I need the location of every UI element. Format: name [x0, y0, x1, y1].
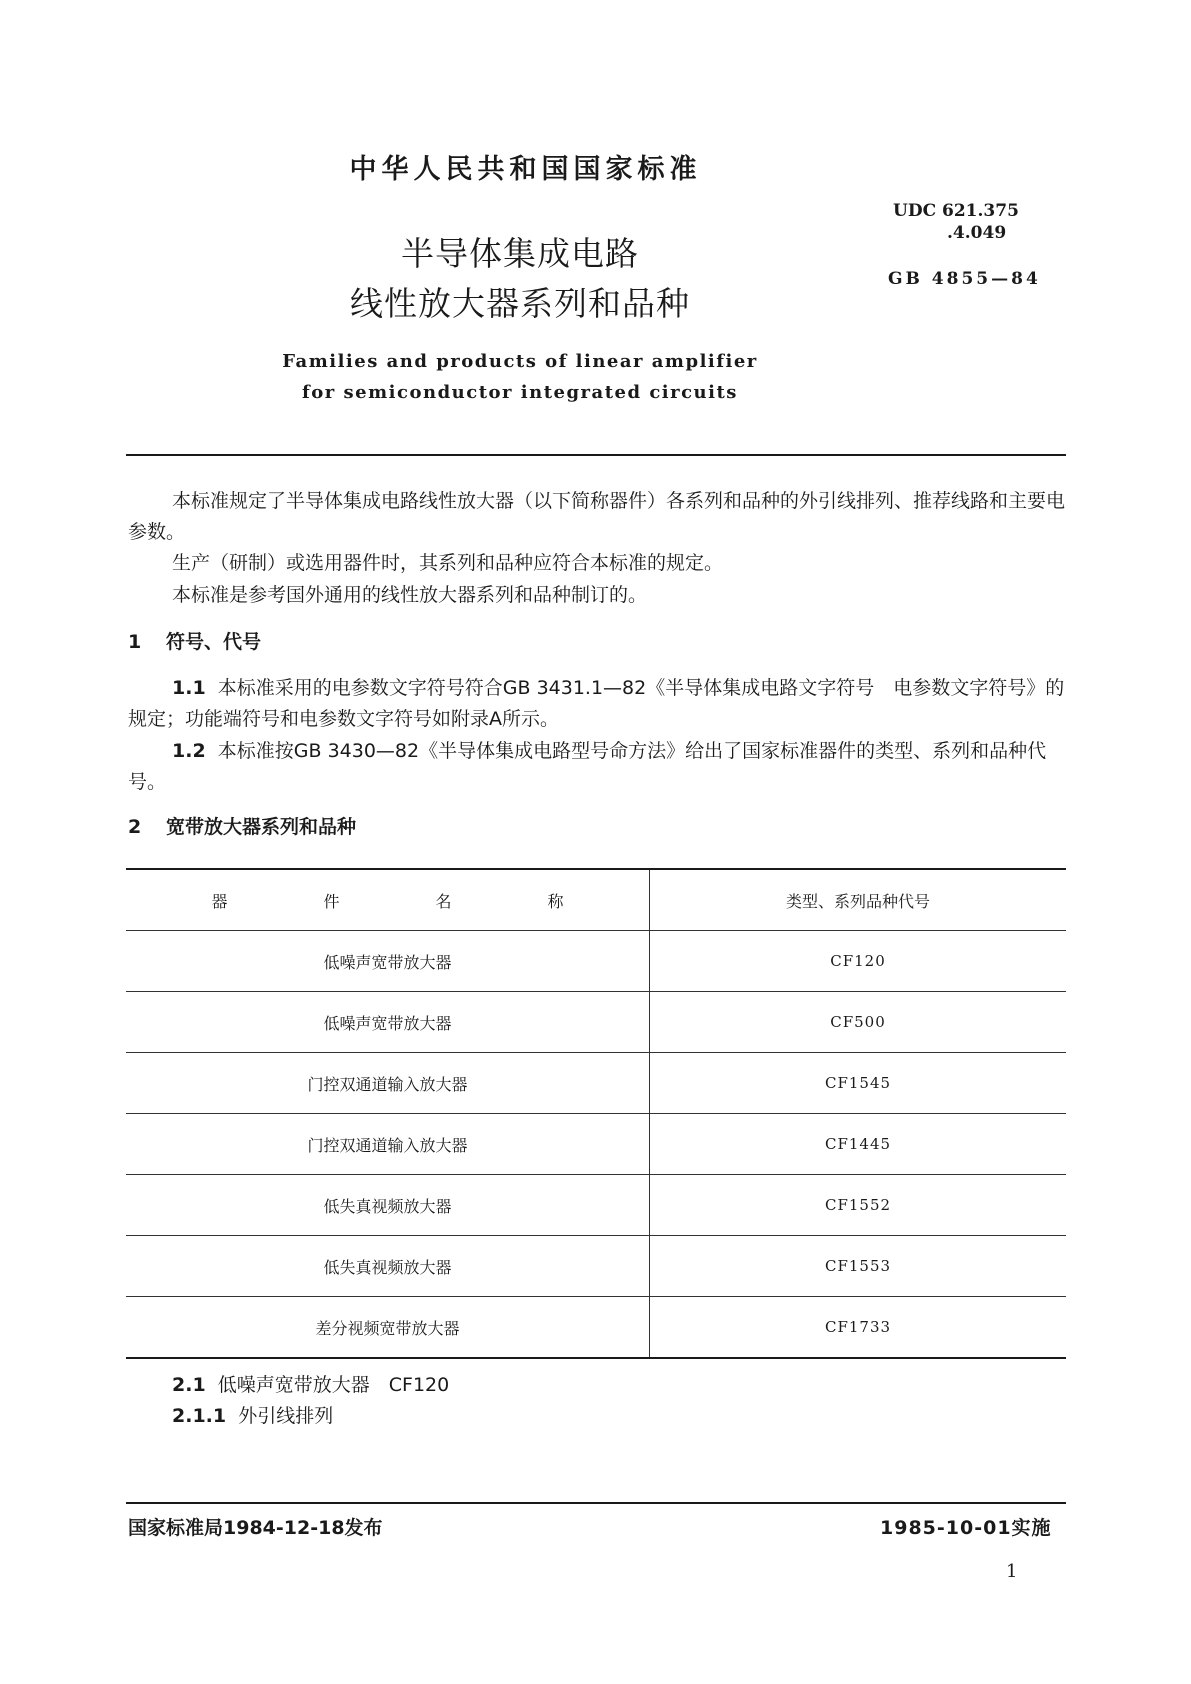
clause-2-1-1-text: 外引线排列	[238, 1405, 334, 1427]
table-row	[126, 1053, 1066, 1114]
device-table	[126, 868, 1066, 1359]
clause-1-2	[128, 736, 1066, 798]
device-code: CF1733	[824, 1318, 892, 1336]
header-type-code: 类型、系列品种代号	[785, 891, 930, 911]
page-number: 1	[1006, 1561, 1018, 1582]
section-1-title: 符号、代号	[166, 631, 262, 653]
title-line-1: 半导体集成电路	[401, 234, 639, 273]
table-row	[126, 1175, 1066, 1236]
clause-1-1-text: 本标准采用的电参数文字符号符合GB 3431.1—82《半导体集成电路文字符号 电参数文字符号》的规定；功能端符号和电参数文字符号如附录A所示。	[128, 677, 1065, 730]
device-code: CF1445	[824, 1135, 892, 1153]
table-row	[126, 1236, 1066, 1297]
device-code: CF120	[830, 952, 886, 970]
device-code: CF1552	[824, 1196, 892, 1214]
clause-1-2-number: 1.2	[172, 740, 206, 762]
gb-code: GB 4855—84	[888, 269, 1041, 289]
clause-1-1	[128, 673, 1066, 735]
clause-2-1-1	[128, 1401, 1066, 1432]
table-row	[126, 931, 1066, 992]
device-name: 低失真视频放大器	[126, 1236, 650, 1297]
section-1-heading	[128, 627, 1066, 658]
english-title-line-2: for semiconductor integrated circuits	[302, 382, 738, 403]
clause-2-1-1-number: 2.1.1	[172, 1405, 227, 1427]
udc-line-2: .4.049	[947, 223, 1007, 243]
table-header-row	[126, 869, 1066, 931]
device-name: 低噪声宽带放大器	[126, 931, 650, 992]
header-char: 器	[211, 891, 228, 911]
intro-paragraph-1: 本标准规定了半导体集成电路线性放大器（以下简称器件）各系列和品种的外引线排列、推荐线路和主要电参数。	[128, 490, 1066, 543]
table-row	[126, 1297, 1066, 1359]
device-name: 低失真视频放大器	[126, 1175, 650, 1236]
header-char: 称	[547, 891, 564, 911]
udc-line-1: UDC 621.375	[893, 201, 1019, 221]
header-divider	[126, 454, 1066, 456]
clause-2-1	[128, 1370, 1066, 1401]
device-code: CF500	[830, 1013, 886, 1031]
section-2-title: 宽带放大器系列和品种	[166, 816, 357, 838]
section-2-number: 2	[128, 816, 142, 838]
header-char: 名	[435, 891, 452, 911]
clause-1-2-text: 本标准按GB 3430—82《半导体集成电路型号命方法》给出了国家标准器件的类型、系列和品种代号。	[128, 740, 1047, 793]
section-2-heading	[128, 812, 1066, 843]
nation-standard-heading: 中华人民共和国国家标准	[349, 154, 702, 185]
clause-1-1-number: 1.1	[172, 677, 206, 699]
clause-2-1-text: 低噪声宽带放大器 CF120	[217, 1374, 450, 1396]
clause-2-1-number: 2.1	[172, 1374, 206, 1396]
english-title	[0, 346, 1040, 408]
device-name: 差分视频宽带放大器	[126, 1297, 650, 1359]
table-row	[126, 992, 1066, 1053]
title-line-2: 线性放大器系列和品种	[350, 284, 690, 323]
english-title-line-1: Families and products of linear amplifier	[282, 351, 758, 372]
device-code: CF1553	[824, 1257, 892, 1275]
issued-date: 国家标准局1984-12-18发布	[128, 1517, 383, 1539]
intro-paragraph-2: 生产（研制）或选用器件时，其系列和品种应符合本标准的规定。	[172, 552, 724, 574]
device-name: 低噪声宽带放大器	[126, 992, 650, 1053]
header-char: 件	[323, 891, 340, 911]
table-row	[126, 1114, 1066, 1175]
section-1-number: 1	[128, 631, 142, 653]
effective-date: 1985-10-01实施	[880, 1517, 1052, 1539]
header-device-name	[126, 869, 650, 931]
device-name: 门控双通道输入放大器	[126, 1053, 650, 1114]
device-name: 门控双通道输入放大器	[126, 1114, 650, 1175]
intro-paragraph-3: 本标准是参考国外通用的线性放大器系列和品种制订的。	[172, 584, 648, 606]
footer-divider	[126, 1502, 1066, 1504]
device-code: CF1545	[824, 1074, 892, 1092]
